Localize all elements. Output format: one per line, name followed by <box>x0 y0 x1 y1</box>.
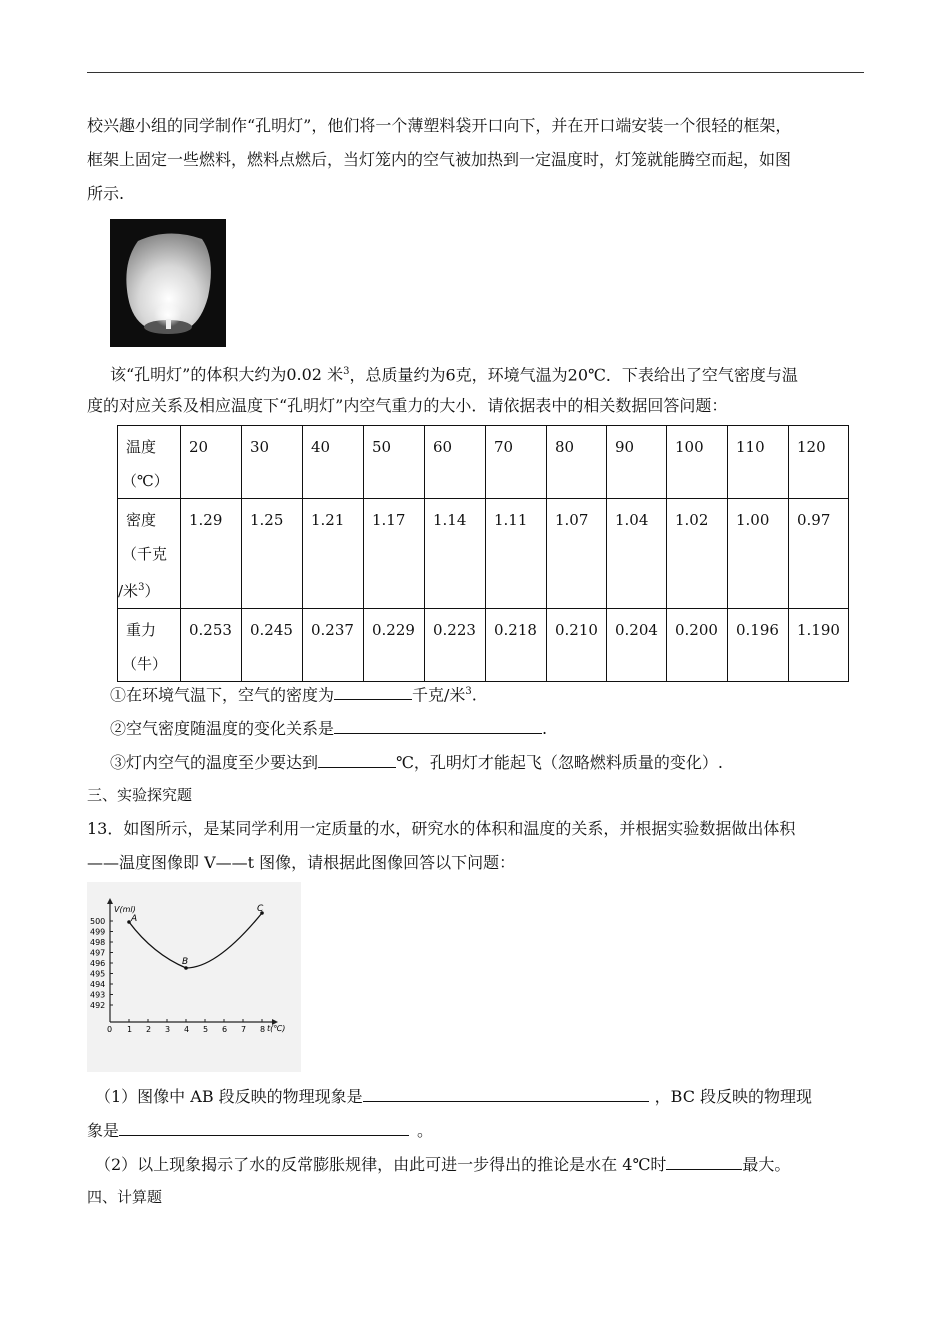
table-row-temperature <box>118 426 849 499</box>
weight-cell: 0.229 <box>364 609 425 682</box>
question-1-text: ①在环境气温下，空气的密度为 <box>110 685 335 705</box>
density-unit-close: ） <box>144 582 160 600</box>
point-a-label: A <box>131 914 138 924</box>
temp-header-cell <box>118 426 181 499</box>
question-3-rest: ℃，孔明灯才能起飞（忽略燃料质量的变化）. <box>396 753 724 772</box>
answer-blank-1[interactable] <box>334 681 412 700</box>
density-unit-2: /米 <box>118 582 139 600</box>
density-header-cell <box>118 499 181 609</box>
section-4-heading: 四、计算题 <box>87 1188 163 1206</box>
density-cell: 1.11 <box>486 499 547 609</box>
y-tick: 499 <box>90 927 106 937</box>
weight-header-cell <box>118 609 181 682</box>
x-tick: 0 <box>107 1025 113 1034</box>
x-tick: 6 <box>222 1025 228 1034</box>
temp-cell: 110 <box>728 426 789 499</box>
sub-question-1 <box>95 1083 812 1109</box>
density-cell: 1.25 <box>242 499 303 609</box>
x-tick-group <box>107 1019 265 1034</box>
x-tick: 4 <box>184 1025 190 1034</box>
question-1-sup: 3 <box>465 686 472 697</box>
density-cell: 1.21 <box>303 499 364 609</box>
weight-cell: 0.196 <box>728 609 789 682</box>
temp-unit: （℃） <box>122 472 169 490</box>
x-tick: 3 <box>165 1025 171 1034</box>
density-cell: 1.02 <box>667 499 728 609</box>
sub-question-1-cont-text: 象是 <box>87 1121 120 1140</box>
density-table <box>117 425 849 682</box>
x-tick: 8 <box>260 1025 266 1034</box>
answer-blank-bc[interactable] <box>119 1117 409 1136</box>
question-3-text: ③灯内空气的温度至少要达到 <box>110 753 319 772</box>
question-2 <box>110 715 547 741</box>
temp-cell: 120 <box>789 426 849 499</box>
y-axis-arrow <box>107 898 113 904</box>
desc-line-2: 度的对应关系及相应温度下“孔明灯”内空气重力的大小．请依据表中的相关数据回答问题： <box>87 396 728 415</box>
sub-question-1-rest: ，BC 段反映的物理现 <box>654 1087 813 1106</box>
sub-question-2-text: （2）以上现象揭示了水的反常膨胀规律，由此可进一步得出的推论是水在 4℃时 <box>95 1155 667 1174</box>
table-row-density <box>118 499 849 609</box>
density-unit-1: （千克 <box>122 545 168 563</box>
header-rule <box>87 72 864 73</box>
weight-cell: 0.218 <box>486 609 547 682</box>
answer-blank-2[interactable] <box>334 715 542 734</box>
density-label: 密度 <box>126 511 157 529</box>
weight-cell: 0.204 <box>607 609 667 682</box>
temp-cell: 60 <box>425 426 486 499</box>
density-cell: 1.29 <box>181 499 242 609</box>
sub-question-2-end: 最大。 <box>742 1155 791 1174</box>
weight-cell: 0.223 <box>425 609 486 682</box>
x-axis-label: t(℃) <box>267 1024 286 1033</box>
volume-temperature-graph <box>87 882 301 1072</box>
intro-line-2: 框架上固定一些燃料，燃料点燃后，当灯笼内的空气被加热到一定温度时，灯笼就能腾空而起，如图 <box>87 150 792 169</box>
desc-line-1 <box>87 360 798 387</box>
sub-question-1-text: （1）图像中 AB 段反映的物理现象是 <box>95 1087 363 1106</box>
volume-curve <box>129 913 262 968</box>
y-tick: 496 <box>90 959 106 968</box>
sub-question-2 <box>95 1151 790 1177</box>
temp-cell: 30 <box>242 426 303 499</box>
point-b-label: B <box>182 957 189 967</box>
q13-line-2: ——温度图像即 V——t 图像，请根据此图像回答以下问题： <box>87 853 516 872</box>
sub-question-1-cont <box>87 1117 433 1143</box>
question-2-text: ②空气密度随温度的变化关系是 <box>110 719 335 738</box>
section-3-heading: 三、实验探究题 <box>87 786 193 804</box>
weight-label: 重力 <box>126 621 157 639</box>
x-tick: 7 <box>241 1025 247 1034</box>
y-axis-label: V(ml) <box>114 905 136 914</box>
temp-label: 温度 <box>126 438 157 456</box>
weight-cell: 0.237 <box>303 609 364 682</box>
sub-question-1-end: 。 <box>417 1121 434 1140</box>
x-tick: 5 <box>203 1025 209 1034</box>
temp-cell: 20 <box>181 426 242 499</box>
y-tick: 492 <box>90 1001 106 1010</box>
answer-blank-ab[interactable] <box>363 1083 649 1102</box>
x-tick: 2 <box>146 1025 152 1034</box>
sky-lantern-image <box>110 219 226 347</box>
density-cell: 1.00 <box>728 499 789 609</box>
weight-cell: 0.210 <box>547 609 607 682</box>
weight-cell: 0.245 <box>242 609 303 682</box>
q13-line-1: 13．如图所示，是某同学利用一定质量的水，研究水的体积和温度的关系，并根据实验数据做出体积 <box>87 819 796 838</box>
question-1-end: . <box>471 685 477 705</box>
weight-unit: （牛） <box>122 655 168 673</box>
y-tick: 498 <box>90 938 106 947</box>
y-tick: 493 <box>90 990 106 1000</box>
temp-cell: 40 <box>303 426 364 499</box>
question-2-end: . <box>542 719 548 738</box>
cubic-superscript: 3 <box>343 366 350 377</box>
density-cell: 1.14 <box>425 499 486 609</box>
point-c-label: C <box>257 904 264 914</box>
weight-cell: 1.190 <box>789 609 849 682</box>
y-tick: 495 <box>90 969 106 979</box>
question-3 <box>110 749 723 775</box>
desc-line-1-rest: ，总质量约为6克，环境气温为20℃．下表给出了空气密度与温 <box>349 365 798 385</box>
y-tick: 500 <box>90 917 106 926</box>
question-1 <box>110 680 477 707</box>
density-cell: 1.17 <box>364 499 425 609</box>
desc-line-1-text: 该“孔明灯”的体积大约为0.02 米 <box>110 365 344 385</box>
density-unit-sup: 3 <box>138 582 145 593</box>
intro-line-1: 校兴趣小组的同学制作“孔明灯”，他们将一个薄塑料袋开口向下，并在开口端安装一个很轻的框架， <box>87 116 792 135</box>
y-tick: 497 <box>90 948 106 958</box>
answer-blank-4c[interactable] <box>666 1151 742 1170</box>
question-1-unit: 千克/米 <box>412 685 466 705</box>
temp-cell: 80 <box>547 426 607 499</box>
y-tick: 494 <box>90 980 106 989</box>
temp-cell: 90 <box>607 426 667 499</box>
density-cell: 1.07 <box>547 499 607 609</box>
temp-cell: 100 <box>667 426 728 499</box>
weight-cell: 0.253 <box>181 609 242 682</box>
answer-blank-3[interactable] <box>318 749 396 768</box>
density-cell: 1.04 <box>607 499 667 609</box>
intro-line-3: 所示. <box>87 184 125 203</box>
weight-cell: 0.200 <box>667 609 728 682</box>
temp-cell: 70 <box>486 426 547 499</box>
table-row-weight <box>118 609 849 682</box>
x-tick: 1 <box>127 1025 133 1034</box>
temp-cell: 50 <box>364 426 425 499</box>
density-cell: 0.97 <box>789 499 849 609</box>
